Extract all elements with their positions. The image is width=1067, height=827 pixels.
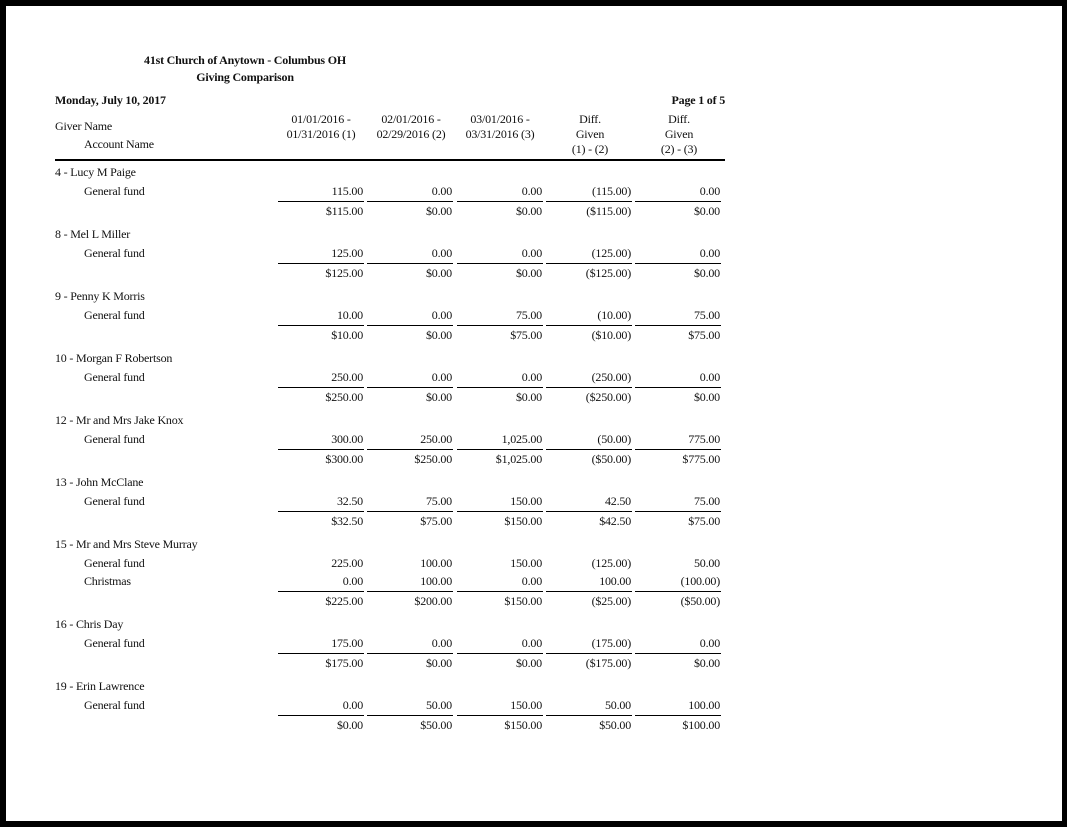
giver-name: 19 - Erin Lawrence — [55, 679, 145, 693]
account-value-col2: 75.00 — [425, 494, 452, 508]
column-header-line1: Diff. — [668, 112, 690, 126]
account-value-col2: 0.00 — [431, 246, 452, 260]
column-header-line1: 02/01/2016 - — [381, 112, 441, 126]
total-value-col3: $150.00 — [457, 511, 543, 531]
total-value-col2: $0.00 — [367, 325, 453, 345]
column-header-2 — [361, 112, 461, 157]
column-header-line2: Given — [575, 127, 605, 141]
giver-total-row — [55, 262, 735, 287]
giver-total-row — [55, 448, 735, 473]
giver-name: 16 - Chris Day — [55, 617, 124, 631]
column-header-line1: 01/01/2016 - — [291, 112, 351, 126]
giver-group — [55, 535, 735, 615]
account-value-col3: 0.00 — [521, 184, 542, 198]
account-value-col1: 0.00 — [342, 698, 363, 712]
report-body — [55, 163, 735, 739]
account-value-col3: 75.00 — [515, 308, 542, 322]
total-value-col5: $775.00 — [635, 449, 721, 469]
account-value-col3: 0.00 — [521, 370, 542, 384]
total-value-col5: $0.00 — [635, 387, 721, 407]
account-name: General fund — [84, 246, 145, 260]
giver-name: 15 - Mr and Mrs Steve Murray — [55, 537, 198, 551]
total-value-col1: $115.00 — [278, 201, 364, 221]
total-value-col4: ($25.00) — [546, 591, 632, 611]
title-text: Giving Comparison — [196, 70, 294, 84]
account-value-col5: 75.00 — [693, 308, 720, 322]
account-row — [55, 634, 735, 652]
column-header-line1: 03/01/2016 - — [470, 112, 530, 126]
account-value-col4: (125.00) — [591, 246, 631, 260]
column-header-1 — [271, 112, 371, 157]
account-row — [55, 554, 735, 572]
account-row — [55, 306, 735, 324]
column-header-line3 — [450, 142, 550, 157]
account-value-col1: 0.00 — [342, 574, 363, 588]
account-value-col4: 100.00 — [599, 574, 631, 588]
account-value-col2: 50.00 — [425, 698, 452, 712]
report-page — [6, 6, 1062, 821]
account-value-col3: 0.00 — [521, 246, 542, 260]
report-title — [0, 70, 585, 85]
account-name: General fund — [84, 370, 145, 384]
total-value-col4: ($115.00) — [546, 201, 632, 221]
giver-group — [55, 349, 735, 411]
account-name: General fund — [84, 184, 145, 198]
account-value-col1: 225.00 — [331, 556, 363, 570]
total-value-col3: $0.00 — [457, 387, 543, 407]
account-value-col4: (50.00) — [597, 432, 631, 446]
total-value-col5: $0.00 — [635, 263, 721, 283]
giver-group — [55, 473, 735, 535]
giver-group — [55, 411, 735, 473]
total-value-col2: $0.00 — [367, 263, 453, 283]
total-value-col4: ($175.00) — [546, 653, 632, 673]
giver-group — [55, 615, 735, 677]
account-name: General fund — [84, 432, 145, 446]
account-value-col4: (115.00) — [592, 184, 631, 198]
page-number: Page 1 of 5 — [671, 93, 725, 107]
account-row — [55, 696, 735, 714]
column-header-4 — [540, 112, 640, 157]
account-row — [55, 182, 735, 200]
total-value-col3: $75.00 — [457, 325, 543, 345]
giver-total-row — [55, 590, 735, 615]
account-value-col1: 115.00 — [331, 184, 363, 198]
account-value-col5: 0.00 — [699, 370, 720, 384]
account-value-col4: (125.00) — [591, 556, 631, 570]
total-value-col3: $0.00 — [457, 263, 543, 283]
account-value-col5: 775.00 — [688, 432, 720, 446]
account-value-col3: 1,025.00 — [501, 432, 542, 446]
giver-group — [55, 677, 735, 739]
account-name-header: Account Name — [84, 137, 154, 151]
account-value-col1: 125.00 — [331, 246, 363, 260]
giver-name: 4 - Lucy M Paige — [55, 165, 136, 179]
account-value-col2: 100.00 — [420, 556, 452, 570]
account-value-col4: (250.00) — [591, 370, 631, 384]
account-row — [55, 572, 735, 590]
account-value-col4: 50.00 — [604, 698, 631, 712]
total-value-col4: ($250.00) — [546, 387, 632, 407]
column-header-line2: 03/31/2016 (3) — [465, 127, 535, 141]
total-value-col3: $0.00 — [457, 201, 543, 221]
giver-group — [55, 225, 735, 287]
column-header-line2: 02/29/2016 (2) — [376, 127, 446, 141]
total-value-col4: ($125.00) — [546, 263, 632, 283]
total-value-col4: ($10.00) — [546, 325, 632, 345]
header-rule — [55, 159, 725, 161]
account-row — [55, 368, 735, 386]
giver-total-row — [55, 324, 735, 349]
giver-total-row — [55, 510, 735, 535]
account-value-col1: 300.00 — [331, 432, 363, 446]
giver-name: 12 - Mr and Mrs Jake Knox — [55, 413, 184, 427]
total-value-col4: $50.00 — [546, 715, 632, 735]
report-date: Monday, July 10, 2017 — [55, 93, 166, 107]
account-value-col5: 0.00 — [699, 246, 720, 260]
total-value-col2: $50.00 — [367, 715, 453, 735]
column-header-line3 — [271, 142, 371, 157]
account-value-col2: 0.00 — [431, 636, 452, 650]
total-value-col3: $150.00 — [457, 715, 543, 735]
account-value-col1: 250.00 — [331, 370, 363, 384]
total-value-col1: $225.00 — [278, 591, 364, 611]
column-header-5 — [629, 112, 729, 157]
account-value-col4: (175.00) — [591, 636, 631, 650]
account-name: Christmas — [84, 574, 131, 588]
giver-name-header: Giver Name — [55, 119, 112, 133]
account-row — [55, 430, 735, 448]
account-value-col3: 0.00 — [521, 636, 542, 650]
account-value-col3: 150.00 — [510, 698, 542, 712]
total-value-col3: $1,025.00 — [457, 449, 543, 469]
total-value-col2: $0.00 — [367, 653, 453, 673]
account-row — [55, 244, 735, 262]
account-value-col3: 0.00 — [521, 574, 542, 588]
account-value-col5: 0.00 — [699, 636, 720, 650]
account-row — [55, 492, 735, 510]
column-header-line1: Diff. — [579, 112, 601, 126]
giver-group — [55, 163, 735, 225]
account-value-col5: (100.00) — [680, 574, 720, 588]
account-value-col2: 0.00 — [431, 184, 452, 198]
total-value-col1: $125.00 — [278, 263, 364, 283]
account-value-col5: 50.00 — [693, 556, 720, 570]
account-value-col4: (10.00) — [597, 308, 631, 322]
column-header-line3: (1) - (2) — [571, 142, 609, 156]
total-value-col3: $150.00 — [457, 591, 543, 611]
giver-name: 9 - Penny K Morris — [55, 289, 145, 303]
account-value-col4: 42.50 — [604, 494, 631, 508]
account-value-col5: 100.00 — [688, 698, 720, 712]
account-value-col2: 100.00 — [420, 574, 452, 588]
account-value-col1: 10.00 — [336, 308, 363, 322]
total-value-col1: $32.50 — [278, 511, 364, 531]
total-value-col1: $300.00 — [278, 449, 364, 469]
account-value-col3: 150.00 — [510, 494, 542, 508]
total-value-col5: ($50.00) — [635, 591, 721, 611]
giver-total-row — [55, 714, 735, 739]
total-value-col2: $0.00 — [367, 387, 453, 407]
report-organization — [0, 53, 585, 68]
total-value-col4: ($50.00) — [546, 449, 632, 469]
account-value-col2: 0.00 — [431, 370, 452, 384]
column-header-line2: Given — [664, 127, 694, 141]
total-value-col1: $0.00 — [278, 715, 364, 735]
column-header-3 — [450, 112, 550, 157]
account-value-col2: 250.00 — [420, 432, 452, 446]
total-value-col3: $0.00 — [457, 653, 543, 673]
total-value-col1: $250.00 — [278, 387, 364, 407]
total-value-col5: $0.00 — [635, 653, 721, 673]
total-value-col5: $75.00 — [635, 325, 721, 345]
account-value-col5: 75.00 — [693, 494, 720, 508]
organization-text: 41st Church of Anytown - Columbus OH — [144, 53, 346, 67]
total-value-col2: $0.00 — [367, 201, 453, 221]
giver-total-row — [55, 386, 735, 411]
total-value-col5: $75.00 — [635, 511, 721, 531]
total-value-col4: $42.50 — [546, 511, 632, 531]
account-value-col5: 0.00 — [699, 184, 720, 198]
total-value-col1: $10.00 — [278, 325, 364, 345]
account-value-col1: 32.50 — [336, 494, 363, 508]
total-value-col5: $0.00 — [635, 201, 721, 221]
total-value-col5: $100.00 — [635, 715, 721, 735]
giver-name: 13 - John McClane — [55, 475, 144, 489]
giver-group — [55, 287, 735, 349]
account-value-col1: 175.00 — [331, 636, 363, 650]
account-value-col3: 150.00 — [510, 556, 542, 570]
total-value-col2: $75.00 — [367, 511, 453, 531]
column-header-line3: (2) - (3) — [660, 142, 698, 156]
account-value-col2: 0.00 — [431, 308, 452, 322]
giver-total-row — [55, 652, 735, 677]
account-name: General fund — [84, 494, 145, 508]
account-name: General fund — [84, 636, 145, 650]
total-value-col2: $200.00 — [367, 591, 453, 611]
column-header-line2: 01/31/2016 (1) — [286, 127, 356, 141]
giver-total-row — [55, 200, 735, 225]
giver-name: 8 - Mel L Miller — [55, 227, 131, 241]
column-header-line3 — [361, 142, 461, 157]
account-name: General fund — [84, 308, 145, 322]
total-value-col2: $250.00 — [367, 449, 453, 469]
account-name: General fund — [84, 556, 145, 570]
giver-name: 10 - Morgan F Robertson — [55, 351, 173, 365]
total-value-col1: $175.00 — [278, 653, 364, 673]
account-name: General fund — [84, 698, 145, 712]
